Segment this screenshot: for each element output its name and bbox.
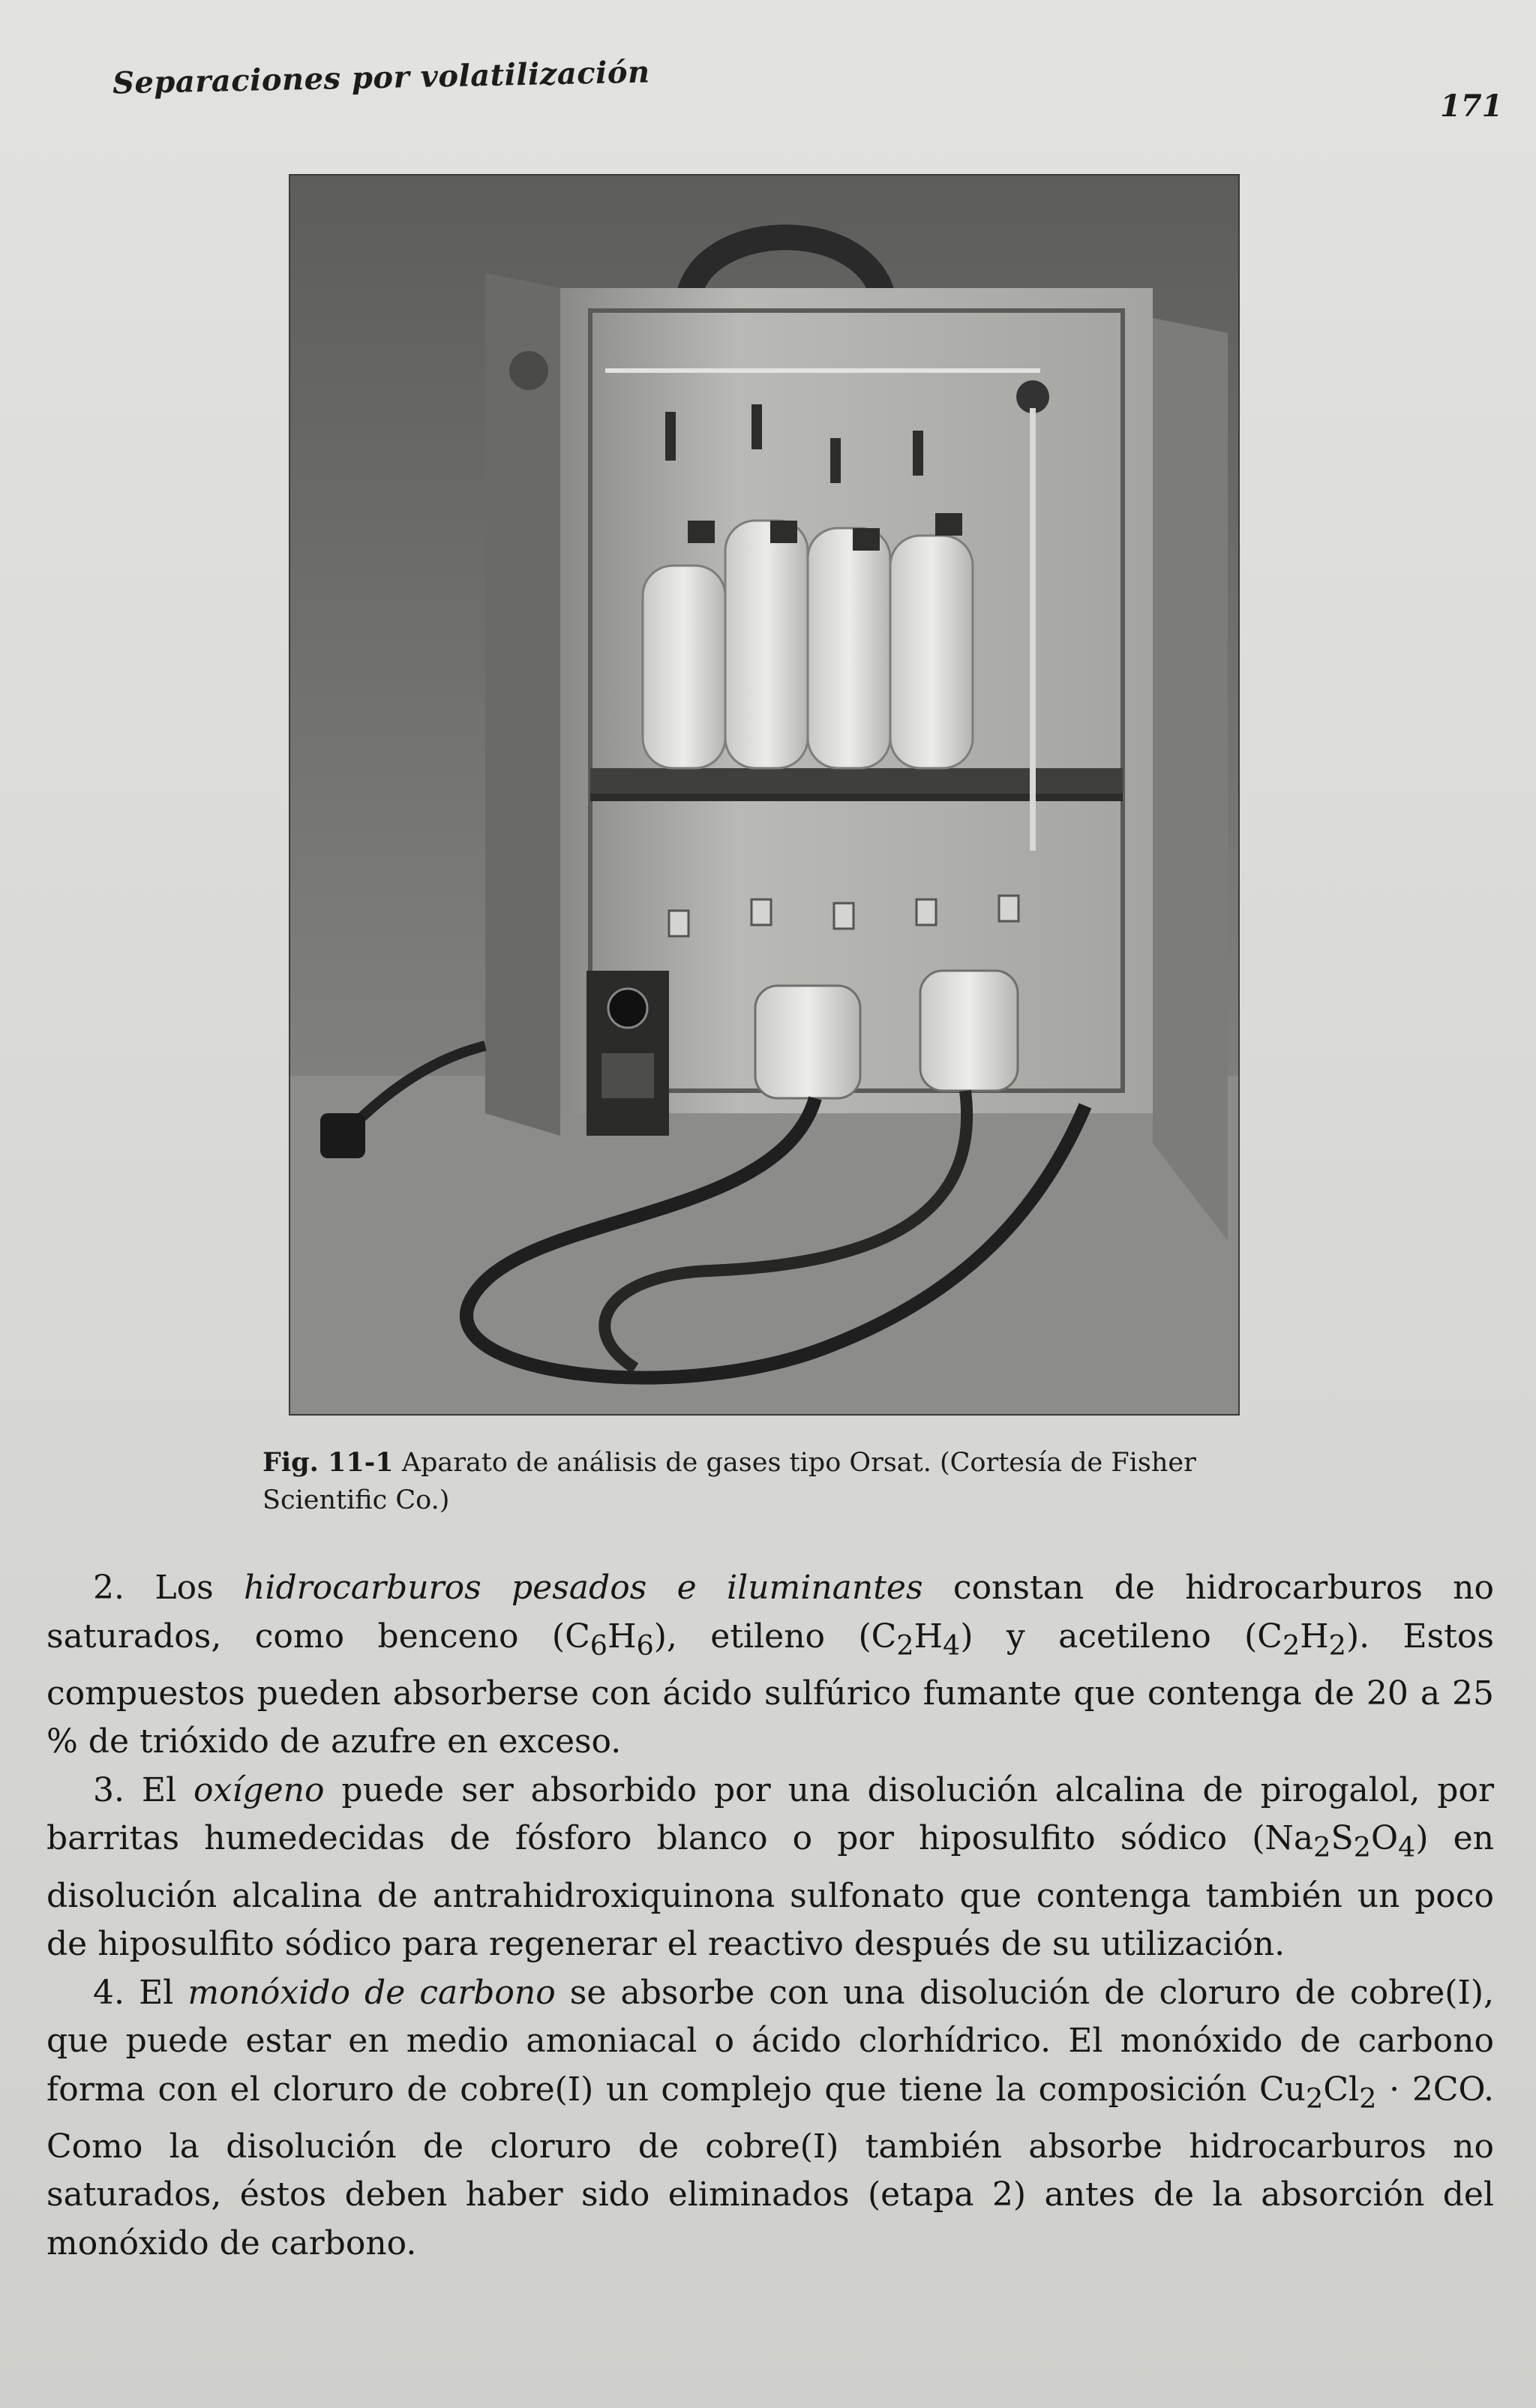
item-italic-term: hidrocarburos pesados e iluminantes (244, 1569, 923, 1607)
item-text: ), etileno (C (653, 1617, 897, 1656)
figure-caption (262, 1444, 1260, 1519)
orsat-apparatus-illustration (290, 176, 1238, 1414)
item-text: Los (154, 1569, 244, 1607)
list-item (46, 1767, 1494, 1969)
chem-subscript: 6 (636, 1629, 654, 1662)
item-italic-term: oxígeno (194, 1770, 325, 1809)
chem-subscript: 2 (896, 1629, 914, 1662)
item-text: ). Estos compuestos pueden absorberse con ácido sulfúrico fumante que contenga de 20 a 25 % de trióxido de azufre en exceso. (46, 1617, 1494, 1761)
body-text (46, 1564, 1494, 2268)
item-italic-term: monóxido de carbono (188, 1973, 556, 2012)
list-item (46, 1969, 1494, 2268)
chem-subscript: 4 (1398, 1831, 1416, 1864)
item-text: puede ser absorbido por una disolución alcalina de pirogalol, por barritas humedecidas de fósforo blanco o por hiposulfito sódico (Na (46, 1770, 1494, 1858)
item-text: ) en disolución alcalina de antrahidroxiquinona sulfonato que contenga también un poco de hiposulfito sódico para regenerar el reactivo después de su utilización. (46, 1819, 1494, 1964)
chem-subscript: 2 (1313, 1831, 1331, 1864)
list-item (46, 1564, 1494, 1767)
chem-subscript: 2 (1282, 1629, 1300, 1662)
figure-label: Fig. 11-1 (262, 1447, 394, 1478)
chem-subscript: 2 (1353, 1831, 1371, 1864)
item-text: O (1370, 1819, 1399, 1858)
item-text: S (1330, 1819, 1354, 1858)
item-number: 3. (93, 1770, 142, 1809)
item-text: El (139, 1973, 188, 2012)
item-text: ) y acetileno (C (960, 1617, 1282, 1656)
running-head: Separaciones por volatilización (112, 54, 651, 101)
item-text: Cl (1323, 2070, 1360, 2109)
item-text: · 2CO. Como la disolución de cloruro de cobre(I) también absorbe hidrocarburos no saturados, éstos deben haber sido eliminados (etapa 2) antes de la absorción del monóxido de carbono. (46, 2070, 1494, 2262)
orsat-apparatus-photo (289, 174, 1240, 1416)
figure-caption-text: Aparato de análisis de gases tipo Orsat. (Cortesía de Fisher Scientific Co.) (262, 1448, 1196, 1515)
item-number: 2. (93, 1569, 155, 1607)
item-text: H (914, 1617, 943, 1656)
item-text: H (1300, 1617, 1329, 1656)
item-number: 4. (93, 1973, 140, 2012)
chem-subscript: 4 (942, 1629, 961, 1662)
chem-subscript: 6 (590, 1629, 608, 1662)
item-text: H (608, 1617, 637, 1656)
item-text: El (141, 1770, 194, 1809)
chem-subscript: 2 (1306, 2082, 1324, 2115)
item-text: constan de hidrocarburos no saturados, como benceno (C (46, 1569, 1494, 1656)
item-text: se absorbe con una disolución de cloruro de cobre(I), que puede estar en medio amoniacal o ácido clorhídrico. El monóxido de carbono forma con el cloruro de cobre(I) un complejo que tiene la composición Cu (46, 1973, 1495, 2109)
chem-subscript: 2 (1328, 1629, 1346, 1662)
page-number: 171 (1440, 89, 1503, 124)
chem-subscript: 2 (1359, 2082, 1377, 2115)
